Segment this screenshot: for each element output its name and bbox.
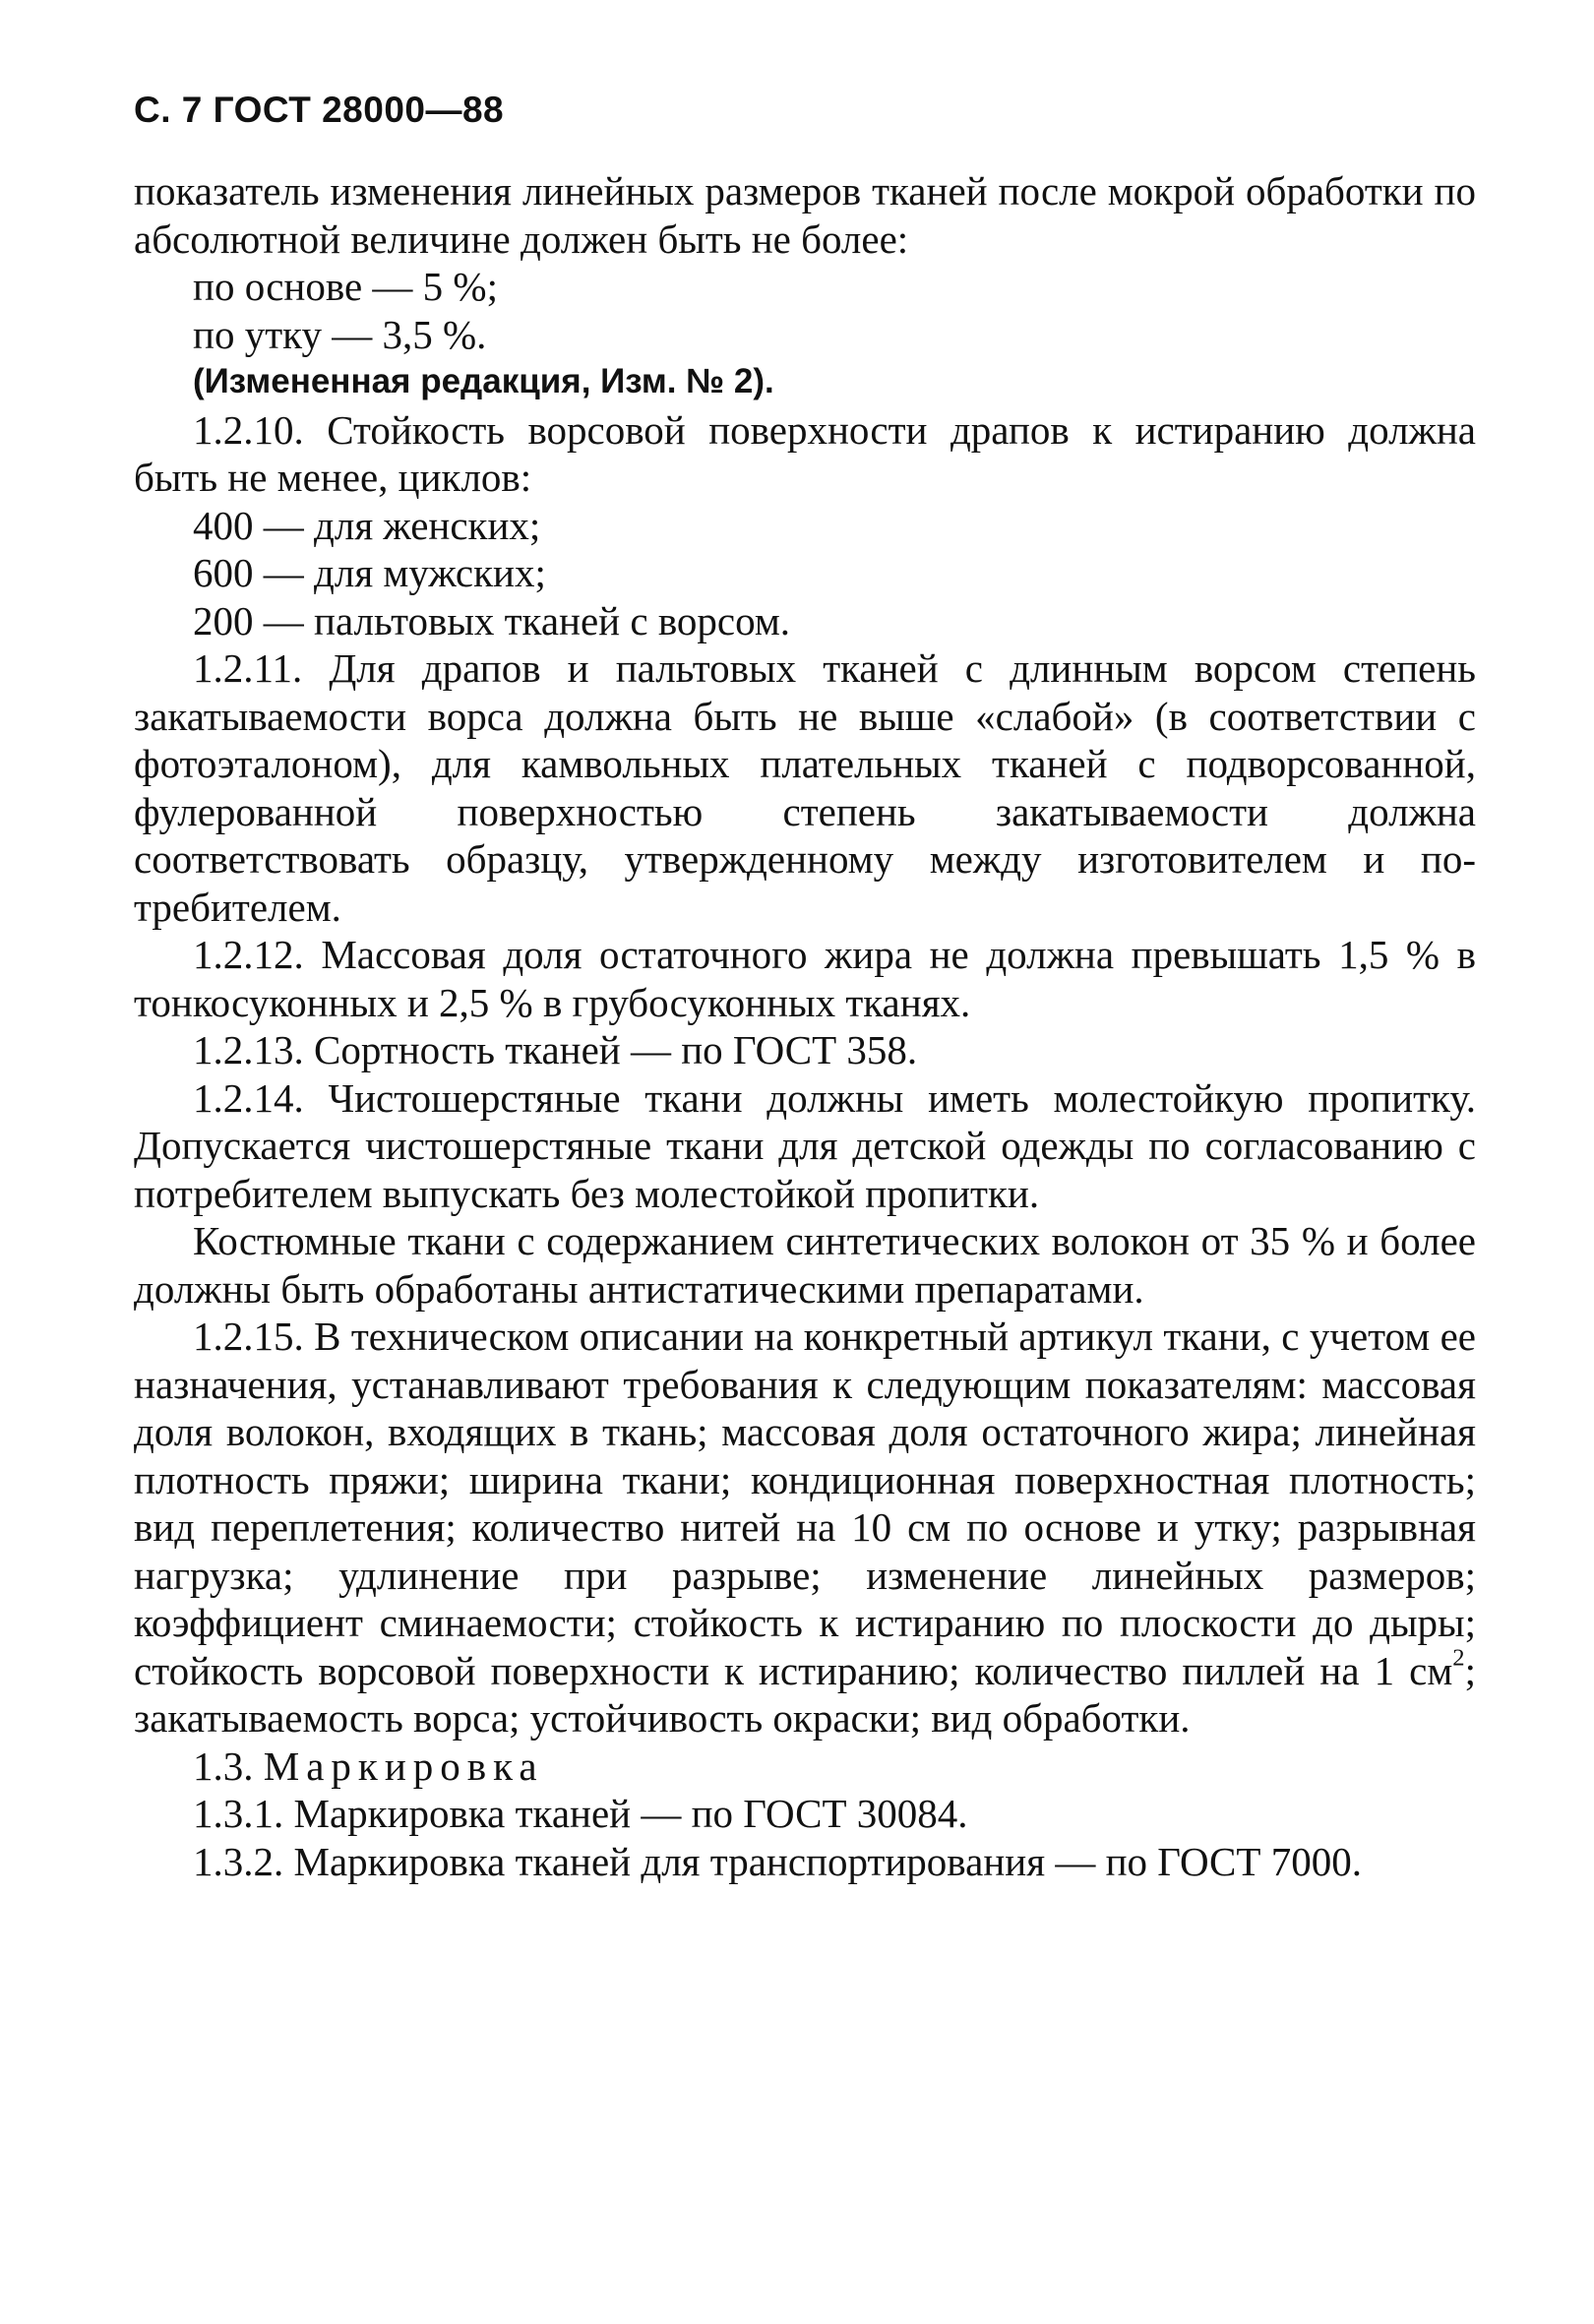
paragraph-1-2-15-text: 1.2.15. В техническом описании на конкретный артикул ткани, с учетом ее назначения, устанавливают требования к следующим показателям: массовая доля волокон, входящих в ткань; массовая доля остаточного жира; линейная плотность пряжи; ширина ткани; кондиционная поверхностная плотность; вид переплетения; количество нитей на 10 см по основе и утку; разрывная нагрузка; удлинение при разрыве; изменение линейных размеров; коэффициент сминаемости; стойкость к истиранию по плоскости до дыры; стойкость ворсовой поверхности к истиранию; количество пиллей на 1 см	[134, 1314, 1476, 1693]
paragraph-1-2-15-text-end: ; закатываемость ворса; устойчивость окраски; вид обработки.	[134, 1647, 1476, 1741]
paragraph-1-2-10: 1.2.10. Стойкость ворсовой поверхности драпов к истиранию должна быть не менее, циклов:	[134, 406, 1476, 500]
amendment-note: (Измененная редакция, Изм. № 2).	[193, 362, 774, 400]
paragraph-intro: показатель изменения линейных размеров тканей после мокрой обработки по абсолютной величине должен быть не более:	[134, 168, 1476, 262]
list-item-cycles-women: 400 — для женских;	[193, 502, 541, 548]
list-item-weft: по утку — 3,5 %.	[193, 311, 487, 357]
superscript-exponent: 2	[1452, 1643, 1465, 1671]
page-header: С. 7 ГОСТ 28000—88	[134, 90, 505, 130]
section-number: 1.3.	[193, 1743, 254, 1789]
list-item-warp: по основе — 5 %;	[193, 264, 498, 309]
list-item-cycles-coat: 200 — пальтовых тканей с ворсом.	[193, 597, 791, 643]
paragraph-1-3-1: 1.3.1. Маркировка тканей — по ГОСТ 30084.	[193, 1791, 968, 1836]
paragraph-1-2-11: 1.2.11. Для драпов и пальтовых тканей с длинным ворсом степень закатываемости ворса должна быть не выше «слабой» (в соответствии с фотоэталоном), для камвольных плательных тканей с подворсованной, фулерованной поверхностью степень закатываемости должна соответствовать образцу, утвержденному между изготовителем и потребителем.	[134, 645, 1476, 930]
section-title: Маркировка	[263, 1743, 544, 1789]
list-item-cycles-men: 600 — для мужских;	[193, 550, 546, 595]
paragraph-1-2-14: 1.2.14. Чистошерстяные ткани должны иметь молестойкую пропитку. Допускается чистошерстяные ткани для детской одежды по согласованию с потребителем выпускать без молестойкой пропитки.	[134, 1074, 1476, 1216]
document-body	[134, 167, 1476, 1885]
paragraph-costume-fabrics: Костюмные ткани с содержанием синтетических волокон от 35 % и более должны быть обработаны антистатическими препаратами.	[134, 1218, 1476, 1312]
paragraph-1-3-2: 1.3.2. Маркировка тканей для транспортирования — по ГОСТ 7000.	[193, 1838, 1362, 1884]
document-page	[134, 87, 1476, 1885]
section-heading-1-3	[134, 1743, 1476, 1791]
paragraph-1-2-15	[134, 1313, 1476, 1743]
paragraph-1-2-12: 1.2.12. Массовая доля остаточного жира не должна превышать 1,5 % в тонкосуконных и 2,5 % в грубосуконных тканях.	[134, 932, 1476, 1025]
paragraph-1-2-13: 1.2.13. Сортность тканей — по ГОСТ 358.	[193, 1027, 918, 1072]
